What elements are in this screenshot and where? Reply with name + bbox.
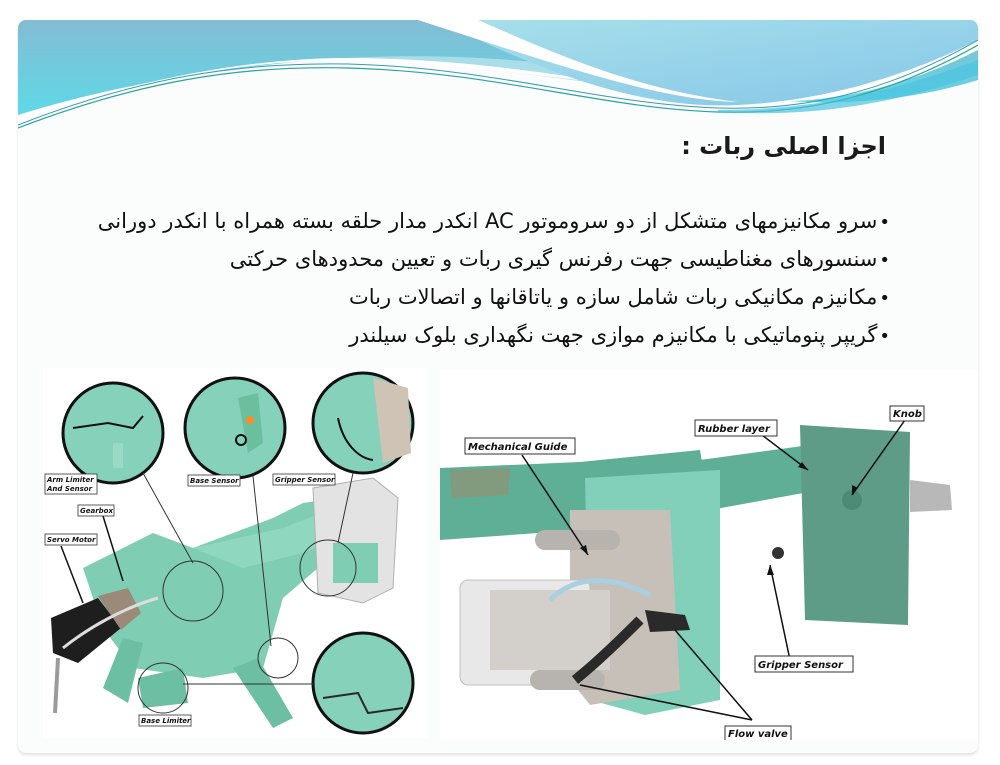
bullet-dot-icon: • [879, 326, 890, 347]
bullet-dot-icon: • [879, 212, 890, 233]
zoom-circle-base-limiter [313, 633, 413, 733]
svg-text:Servo Motor: Servo Motor [47, 536, 96, 544]
wave-banner [18, 20, 978, 130]
robot-overview-figure [43, 368, 428, 738]
bullet-item: •سرو مکانیزمهای متشکل از دو سروموتور AC انکدر مدار حلقه بسته همراه با انکدر دورانی [97, 209, 890, 233]
bullet-item: •گریپر پنوماتیکی با مکانیزم موازی جهت نگهداری بلوک سیلندر [349, 323, 890, 347]
slide [18, 20, 978, 753]
label-rubber-layer [695, 420, 777, 436]
svg-text:Base Sensor: Base Sensor [190, 477, 239, 485]
label-knob [890, 406, 924, 421]
label-flow-valve [725, 726, 791, 740]
svg-text:Knob: Knob [893, 409, 922, 420]
bullet-list [70, 203, 890, 355]
svg-text:Rubber layer: Rubber layer [698, 424, 770, 435]
svg-text:Mechanical Guide: Mechanical Guide [468, 442, 568, 453]
svg-text:Base Limiter: Base Limiter [141, 717, 191, 725]
label-arm-limiter [45, 474, 97, 494]
label-base-limiter [139, 715, 191, 726]
gripper-closeup-figure [440, 370, 978, 740]
label-gripper-sensor [273, 474, 335, 485]
label-gearbox [78, 505, 114, 516]
label-servo-motor [45, 534, 97, 545]
label-gripper-sensor-right [755, 656, 853, 672]
zoom-circle-arm-limiter [63, 383, 163, 483]
svg-text:Flow valve: Flow valve [728, 729, 788, 740]
svg-text:Arm Limiter: Arm Limiter [47, 476, 94, 484]
slide-title: اجزا اصلی ربات : [681, 132, 886, 160]
bullet-item: •مکانیزم مکانیکی ربات شامل سازه و یاتاقانها و اتصالات ربات [349, 285, 890, 309]
zoom-circle-base-sensor [185, 378, 285, 478]
svg-text:Gripper Sensor: Gripper Sensor [758, 660, 843, 671]
svg-text:And Sensor: And Sensor [47, 485, 93, 493]
bullet-dot-icon: • [879, 288, 890, 309]
svg-text:Gearbox: Gearbox [80, 507, 114, 515]
svg-text:Gripper Sensor: Gripper Sensor [275, 476, 335, 484]
label-mechanical-guide [465, 438, 575, 454]
bullet-item: •سنسورهای مغناطیسی جهت رفرنس گیری ربات و تعیین محدودهای حرکتی [229, 247, 890, 271]
bullet-dot-icon: • [879, 250, 890, 271]
zoom-circle-gripper-sensor [313, 373, 413, 473]
label-base-sensor [188, 475, 240, 486]
